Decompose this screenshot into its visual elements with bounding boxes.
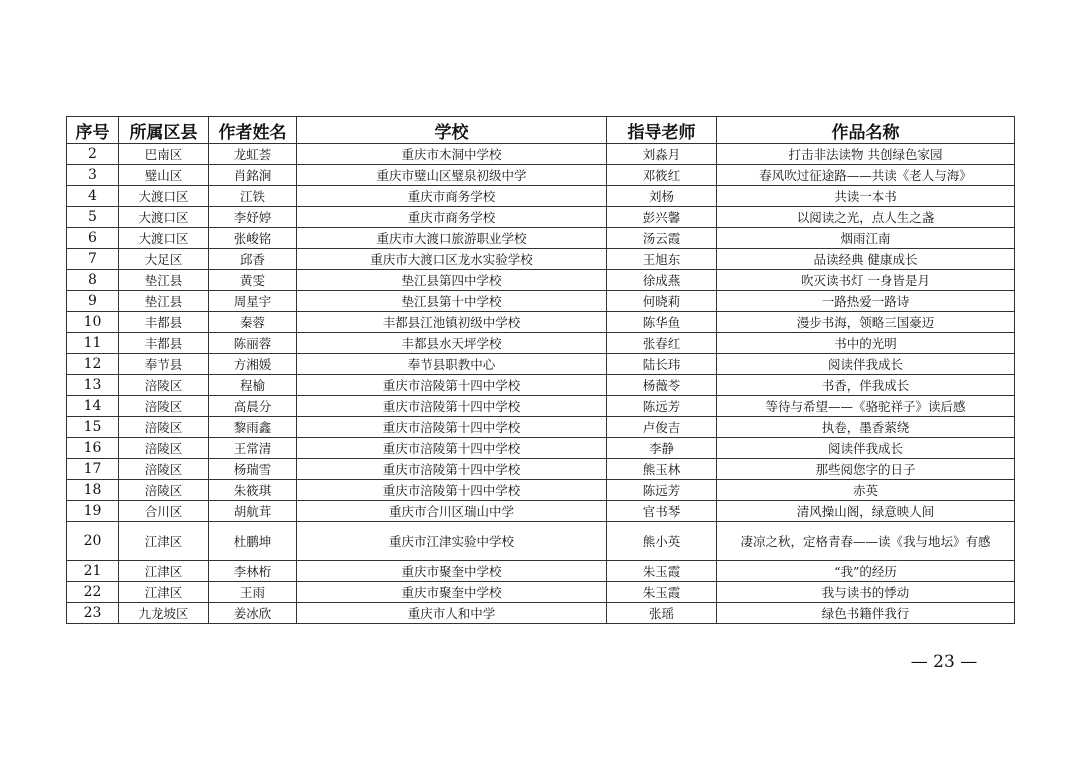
cell-work-title: 阅读伴我成长 xyxy=(717,354,1015,375)
page-number: — 23 — xyxy=(910,652,978,672)
cell-author: 陈丽蓉 xyxy=(209,333,297,354)
cell-work-title: 书香，伴我成长 xyxy=(717,375,1015,396)
table-row xyxy=(67,333,1015,354)
cell-teacher: 陈远芳 xyxy=(607,480,717,501)
cell-work-title: 共读一本书 xyxy=(717,186,1015,207)
cell-index: 23 xyxy=(67,603,119,624)
table-row xyxy=(67,522,1015,561)
cell-work-title: 绿色书籍伴我行 xyxy=(717,603,1015,624)
table-row xyxy=(67,459,1015,480)
cell-work-title: 以阅读之光，点人生之盏 xyxy=(717,207,1015,228)
cell-district: 大渡口区 xyxy=(119,186,209,207)
header-author: 作者姓名 xyxy=(209,117,297,144)
header-school: 学校 xyxy=(297,117,607,144)
cell-work-title: 阅读伴我成长 xyxy=(717,438,1015,459)
cell-author: 姜冰欣 xyxy=(209,603,297,624)
cell-teacher: 刘淼月 xyxy=(607,144,717,165)
cell-author: 杨瑞雪 xyxy=(209,459,297,480)
cell-district: 涪陵区 xyxy=(119,459,209,480)
cell-district: 合川区 xyxy=(119,501,209,522)
cell-index: 8 xyxy=(67,270,119,291)
cell-district: 丰都县 xyxy=(119,312,209,333)
cell-school: 重庆市涪陵第十四中学校 xyxy=(297,459,607,480)
cell-author: 周星宇 xyxy=(209,291,297,312)
cell-teacher: 熊小英 xyxy=(607,522,717,561)
cell-district: 江津区 xyxy=(119,561,209,582)
cell-work-title: 清风操山阁，绿意映人间 xyxy=(717,501,1015,522)
cell-teacher: 卢俊吉 xyxy=(607,417,717,438)
cell-school: 奉节县职教中心 xyxy=(297,354,607,375)
cell-teacher: 官书琴 xyxy=(607,501,717,522)
cell-index: 12 xyxy=(67,354,119,375)
cell-district: 涪陵区 xyxy=(119,417,209,438)
header-district: 所属区县 xyxy=(119,117,209,144)
table-row xyxy=(67,375,1015,396)
header-work-title: 作品名称 xyxy=(717,117,1015,144)
cell-school: 丰都县江池镇初级中学校 xyxy=(297,312,607,333)
cell-teacher: 徐成燕 xyxy=(607,270,717,291)
awards-table xyxy=(66,116,1015,624)
cell-school: 重庆市涪陵第十四中学校 xyxy=(297,396,607,417)
header-teacher: 指导老师 xyxy=(607,117,717,144)
table-row xyxy=(67,480,1015,501)
cell-index: 21 xyxy=(67,561,119,582)
cell-work-title: 那些阅您字的日子 xyxy=(717,459,1015,480)
cell-teacher: 何晓莉 xyxy=(607,291,717,312)
table-row xyxy=(67,270,1015,291)
cell-work-title: “我”的经历 xyxy=(717,561,1015,582)
cell-index: 3 xyxy=(67,165,119,186)
cell-index: 16 xyxy=(67,438,119,459)
cell-author: 江铁 xyxy=(209,186,297,207)
cell-work-title: 漫步书海，领略三国豪迈 xyxy=(717,312,1015,333)
cell-district: 丰都县 xyxy=(119,333,209,354)
cell-work-title: 吹灭读书灯 一身皆是月 xyxy=(717,270,1015,291)
table-row xyxy=(67,501,1015,522)
table-row xyxy=(67,165,1015,186)
cell-author: 李林桁 xyxy=(209,561,297,582)
cell-author: 肖銘涧 xyxy=(209,165,297,186)
header-index: 序号 xyxy=(67,117,119,144)
cell-author: 龙虹荟 xyxy=(209,144,297,165)
cell-school: 重庆市聚奎中学校 xyxy=(297,561,607,582)
cell-school: 垫江县第四中学校 xyxy=(297,270,607,291)
cell-work-title: 书中的光明 xyxy=(717,333,1015,354)
table-row xyxy=(67,291,1015,312)
table-row xyxy=(67,417,1015,438)
cell-index: 13 xyxy=(67,375,119,396)
cell-author: 邱香 xyxy=(209,249,297,270)
cell-author: 高晨分 xyxy=(209,396,297,417)
table-row xyxy=(67,396,1015,417)
cell-index: 6 xyxy=(67,228,119,249)
cell-index: 15 xyxy=(67,417,119,438)
table-row xyxy=(67,438,1015,459)
cell-teacher: 李静 xyxy=(607,438,717,459)
cell-school: 重庆市璧山区璧泉初级中学 xyxy=(297,165,607,186)
cell-author: 程榆 xyxy=(209,375,297,396)
cell-teacher: 张春红 xyxy=(607,333,717,354)
table-row xyxy=(67,144,1015,165)
cell-district: 垫江县 xyxy=(119,270,209,291)
cell-index: 9 xyxy=(67,291,119,312)
cell-district: 涪陵区 xyxy=(119,438,209,459)
cell-school: 重庆市聚奎中学校 xyxy=(297,582,607,603)
cell-teacher: 陆长玮 xyxy=(607,354,717,375)
cell-district: 大渡口区 xyxy=(119,228,209,249)
cell-teacher: 熊玉林 xyxy=(607,459,717,480)
table-row xyxy=(67,249,1015,270)
cell-author: 王常清 xyxy=(209,438,297,459)
cell-work-title: 一路热爱一路诗 xyxy=(717,291,1015,312)
cell-work-title: 打击非法读物 共创绿色家园 xyxy=(717,144,1015,165)
cell-teacher: 王旭东 xyxy=(607,249,717,270)
cell-index: 10 xyxy=(67,312,119,333)
table-row xyxy=(67,312,1015,333)
cell-teacher: 朱玉霞 xyxy=(607,582,717,603)
cell-school: 重庆市涪陵第十四中学校 xyxy=(297,438,607,459)
cell-index: 22 xyxy=(67,582,119,603)
cell-school: 重庆市人和中学 xyxy=(297,603,607,624)
cell-district: 涪陵区 xyxy=(119,396,209,417)
cell-index: 11 xyxy=(67,333,119,354)
cell-work-title: 春风吹过征途路——共读《老人与海》 xyxy=(717,165,1015,186)
cell-work-title: 执卷，墨香萦绕 xyxy=(717,417,1015,438)
cell-author: 朱筱琪 xyxy=(209,480,297,501)
cell-work-title: 我与读书的悸动 xyxy=(717,582,1015,603)
cell-teacher: 陈华鱼 xyxy=(607,312,717,333)
cell-school: 垫江县第十中学校 xyxy=(297,291,607,312)
cell-school: 重庆市合川区瑞山中学 xyxy=(297,501,607,522)
cell-school: 重庆市涪陵第十四中学校 xyxy=(297,480,607,501)
cell-work-title: 烟雨江南 xyxy=(717,228,1015,249)
cell-school: 重庆市涪陵第十四中学校 xyxy=(297,375,607,396)
cell-author: 秦蓉 xyxy=(209,312,297,333)
cell-teacher: 陈远芳 xyxy=(607,396,717,417)
cell-teacher: 朱玉霞 xyxy=(607,561,717,582)
table-row xyxy=(67,354,1015,375)
cell-district: 大渡口区 xyxy=(119,207,209,228)
cell-index: 2 xyxy=(67,144,119,165)
cell-district: 九龙坡区 xyxy=(119,603,209,624)
cell-teacher: 邓筱红 xyxy=(607,165,717,186)
cell-author: 胡航茸 xyxy=(209,501,297,522)
cell-index: 4 xyxy=(67,186,119,207)
cell-work-title: 赤英 xyxy=(717,480,1015,501)
cell-work-title: 等待与希望——《骆驼祥子》读后感 xyxy=(717,396,1015,417)
cell-index: 20 xyxy=(67,522,119,561)
table-row xyxy=(67,228,1015,249)
cell-teacher: 彭兴馨 xyxy=(607,207,717,228)
cell-index: 7 xyxy=(67,249,119,270)
cell-district: 大足区 xyxy=(119,249,209,270)
cell-school: 重庆市大渡口区龙水实验学校 xyxy=(297,249,607,270)
cell-district: 奉节县 xyxy=(119,354,209,375)
cell-index: 17 xyxy=(67,459,119,480)
table-row xyxy=(67,186,1015,207)
cell-index: 18 xyxy=(67,480,119,501)
cell-school: 重庆市涪陵第十四中学校 xyxy=(297,417,607,438)
cell-author: 张峻铭 xyxy=(209,228,297,249)
cell-school: 重庆市商务学校 xyxy=(297,186,607,207)
cell-teacher: 杨薇苓 xyxy=(607,375,717,396)
cell-school: 重庆市木洞中学校 xyxy=(297,144,607,165)
cell-work-title: 凄凉之秋，定格青春——读《我与地坛》有感 xyxy=(717,522,1015,561)
cell-author: 黎雨鑫 xyxy=(209,417,297,438)
cell-teacher: 刘杨 xyxy=(607,186,717,207)
cell-school: 重庆市江津实验中学校 xyxy=(297,522,607,561)
cell-index: 19 xyxy=(67,501,119,522)
table-row xyxy=(67,207,1015,228)
cell-district: 涪陵区 xyxy=(119,375,209,396)
table-row xyxy=(67,582,1015,603)
cell-district: 巴南区 xyxy=(119,144,209,165)
cell-work-title: 品读经典 健康成长 xyxy=(717,249,1015,270)
cell-author: 黄雯 xyxy=(209,270,297,291)
cell-author: 李妤婷 xyxy=(209,207,297,228)
table-row xyxy=(67,603,1015,624)
cell-author: 杜鹏坤 xyxy=(209,522,297,561)
cell-author: 方湘媛 xyxy=(209,354,297,375)
cell-author: 王雨 xyxy=(209,582,297,603)
cell-teacher: 张瑶 xyxy=(607,603,717,624)
cell-district: 江津区 xyxy=(119,522,209,561)
cell-district: 垫江县 xyxy=(119,291,209,312)
cell-school: 重庆市商务学校 xyxy=(297,207,607,228)
cell-index: 5 xyxy=(67,207,119,228)
cell-district: 涪陵区 xyxy=(119,480,209,501)
table-header-row xyxy=(67,117,1015,144)
cell-teacher: 汤云霞 xyxy=(607,228,717,249)
cell-index: 14 xyxy=(67,396,119,417)
cell-school: 丰都县水天坪学校 xyxy=(297,333,607,354)
cell-district: 江津区 xyxy=(119,582,209,603)
cell-district: 璧山区 xyxy=(119,165,209,186)
cell-school: 重庆市大渡口旅游职业学校 xyxy=(297,228,607,249)
table-row xyxy=(67,561,1015,582)
